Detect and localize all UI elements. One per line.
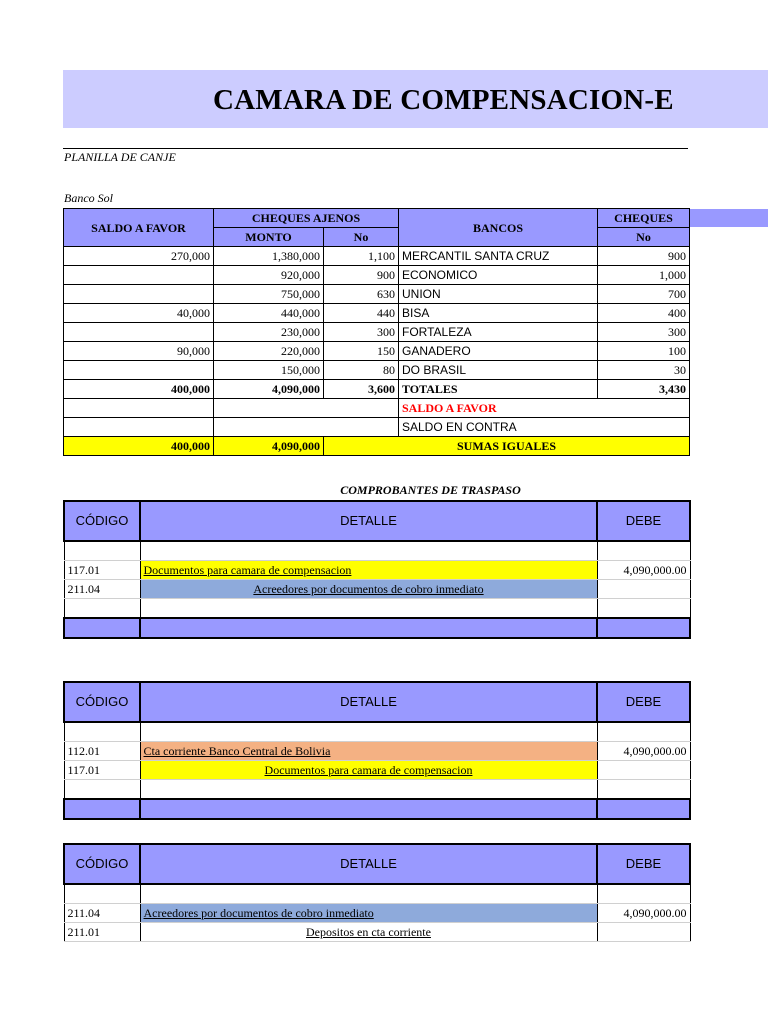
header-cheques-ajenos: CHEQUES AJENOS bbox=[214, 209, 399, 228]
header-detalle: DETALLE bbox=[140, 501, 597, 541]
cell-saldo[interactable] bbox=[64, 266, 214, 285]
planilla-label: PLANILLA DE CANJE bbox=[64, 150, 176, 164]
header-debe: DEBE bbox=[597, 682, 690, 722]
entry-detalle[interactable]: Depositos en cta corriente bbox=[140, 923, 597, 942]
journal-table-2 bbox=[63, 681, 691, 820]
total-no[interactable]: 3,600 bbox=[324, 380, 399, 399]
saldo-contra-label: SALDO EN CONTRA bbox=[399, 418, 690, 437]
cell-saldo[interactable] bbox=[64, 285, 214, 304]
header-monto: MONTO bbox=[214, 228, 324, 247]
totals-row bbox=[64, 380, 690, 399]
cell-monto[interactable]: 920,000 bbox=[214, 266, 324, 285]
entry-detalle[interactable]: Acreedores por documentos de cobro inmediato bbox=[140, 904, 597, 923]
entry-detalle[interactable]: Documentos para camara de compensacion bbox=[140, 561, 597, 580]
cell-saldo[interactable]: 90,000 bbox=[64, 342, 214, 361]
cell-banco[interactable]: DO BRASIL bbox=[399, 361, 598, 380]
cell-no[interactable]: 440 bbox=[324, 304, 399, 323]
cell-no-right[interactable]: 700 bbox=[598, 285, 690, 304]
cell-banco[interactable]: GANADERO bbox=[399, 342, 598, 361]
entry-debe[interactable]: 4,090,000.00 bbox=[597, 904, 690, 923]
cell-no-right[interactable]: 400 bbox=[598, 304, 690, 323]
entry-codigo[interactable]: 211.04 bbox=[64, 580, 140, 599]
entry-detalle[interactable]: Documentos para camara de compensacion bbox=[140, 761, 597, 780]
page-title: CAMARA DE COMPENSACION-E bbox=[213, 84, 674, 116]
header-detalle: DETALLE bbox=[140, 682, 597, 722]
header-debe: DEBE bbox=[597, 844, 690, 884]
saldo-favor-row bbox=[64, 399, 690, 418]
header-cheques-right: CHEQUES bbox=[598, 209, 690, 228]
cell-no-right[interactable]: 30 bbox=[598, 361, 690, 380]
sumas-row bbox=[64, 437, 690, 456]
cell-saldo[interactable]: 40,000 bbox=[64, 304, 214, 323]
journal-entry bbox=[64, 742, 690, 761]
table-row bbox=[64, 361, 690, 380]
cell-no-right[interactable]: 1,000 bbox=[598, 266, 690, 285]
entry-codigo[interactable]: 117.01 bbox=[64, 561, 140, 580]
table-row bbox=[64, 266, 690, 285]
header-detalle: DETALLE bbox=[140, 844, 597, 884]
cell-no[interactable]: 1,100 bbox=[324, 247, 399, 266]
entry-debe[interactable]: 4,090,000.00 bbox=[597, 561, 690, 580]
journal-entry bbox=[64, 923, 690, 942]
header-codigo: CÓDIGO bbox=[64, 682, 140, 722]
header-strip bbox=[688, 209, 768, 227]
cell-no-right[interactable]: 100 bbox=[598, 342, 690, 361]
cell-banco[interactable]: UNION bbox=[399, 285, 598, 304]
entry-detalle[interactable]: Cta corriente Banco Central de Bolivia bbox=[140, 742, 597, 761]
cell-no[interactable]: 900 bbox=[324, 266, 399, 285]
saldo-favor-label: SALDO A FAVOR bbox=[399, 399, 690, 418]
cell-banco[interactable]: ECONOMICO bbox=[399, 266, 598, 285]
journal-table-1 bbox=[63, 500, 691, 639]
sumas-saldo[interactable]: 400,000 bbox=[64, 437, 214, 456]
header-codigo: CÓDIGO bbox=[64, 844, 140, 884]
total-monto[interactable]: 4,090,000 bbox=[214, 380, 324, 399]
journal-entry bbox=[64, 561, 690, 580]
cell-monto[interactable]: 750,000 bbox=[214, 285, 324, 304]
journal-entry bbox=[64, 580, 690, 599]
entry-codigo[interactable]: 112.01 bbox=[64, 742, 140, 761]
comprobantes-title: COMPROBANTES DE TRASPASO bbox=[340, 483, 521, 497]
cell-banco[interactable]: FORTALEZA bbox=[399, 323, 598, 342]
cell-monto[interactable]: 220,000 bbox=[214, 342, 324, 361]
cell-no-right[interactable]: 300 bbox=[598, 323, 690, 342]
cell-monto[interactable]: 1,380,000 bbox=[214, 247, 324, 266]
divider-line bbox=[63, 148, 688, 149]
canje-table bbox=[63, 208, 690, 456]
header-bancos: BANCOS bbox=[399, 209, 598, 247]
sumas-monto[interactable]: 4,090,000 bbox=[214, 437, 324, 456]
entry-debe[interactable] bbox=[597, 923, 690, 942]
entry-debe[interactable] bbox=[597, 761, 690, 780]
cell-banco[interactable]: MERCANTIL SANTA CRUZ bbox=[399, 247, 598, 266]
header-no-right: No bbox=[598, 228, 690, 247]
header-debe: DEBE bbox=[597, 501, 690, 541]
cell-monto[interactable]: 150,000 bbox=[214, 361, 324, 380]
entry-detalle[interactable]: Acreedores por documentos de cobro inmediato bbox=[140, 580, 597, 599]
cell-saldo[interactable]: 270,000 bbox=[64, 247, 214, 266]
cell-monto[interactable]: 440,000 bbox=[214, 304, 324, 323]
cell-monto[interactable]: 230,000 bbox=[214, 323, 324, 342]
cell-no[interactable]: 80 bbox=[324, 361, 399, 380]
totals-label: TOTALES bbox=[399, 380, 598, 399]
cell-saldo[interactable] bbox=[64, 323, 214, 342]
entry-debe[interactable] bbox=[597, 580, 690, 599]
header-saldo-favor: SALDO A FAVOR bbox=[64, 209, 214, 247]
sumas-label: SUMAS IGUALES bbox=[324, 437, 690, 456]
cell-no[interactable]: 300 bbox=[324, 323, 399, 342]
entry-codigo[interactable]: 211.04 bbox=[64, 904, 140, 923]
table-row bbox=[64, 304, 690, 323]
title-band bbox=[63, 70, 768, 128]
header-codigo: CÓDIGO bbox=[64, 501, 140, 541]
table-row bbox=[64, 247, 690, 266]
cell-no-right[interactable]: 900 bbox=[598, 247, 690, 266]
header-no: No bbox=[324, 228, 399, 247]
journal-entry bbox=[64, 761, 690, 780]
cell-saldo[interactable] bbox=[64, 361, 214, 380]
total-saldo[interactable]: 400,000 bbox=[64, 380, 214, 399]
journal-entry bbox=[64, 904, 690, 923]
entry-codigo[interactable]: 117.01 bbox=[64, 761, 140, 780]
total-no-right[interactable]: 3,430 bbox=[598, 380, 690, 399]
entry-codigo[interactable]: 211.01 bbox=[64, 923, 140, 942]
journal-table-3 bbox=[63, 843, 691, 942]
table-row bbox=[64, 285, 690, 304]
table-row bbox=[64, 342, 690, 361]
bank-label: Banco Sol bbox=[64, 191, 113, 205]
cell-banco[interactable]: BISA bbox=[399, 304, 598, 323]
cell-no[interactable]: 630 bbox=[324, 285, 399, 304]
cell-no[interactable]: 150 bbox=[324, 342, 399, 361]
entry-debe[interactable]: 4,090,000.00 bbox=[597, 742, 690, 761]
saldo-contra-row bbox=[64, 418, 690, 437]
table-row bbox=[64, 323, 690, 342]
